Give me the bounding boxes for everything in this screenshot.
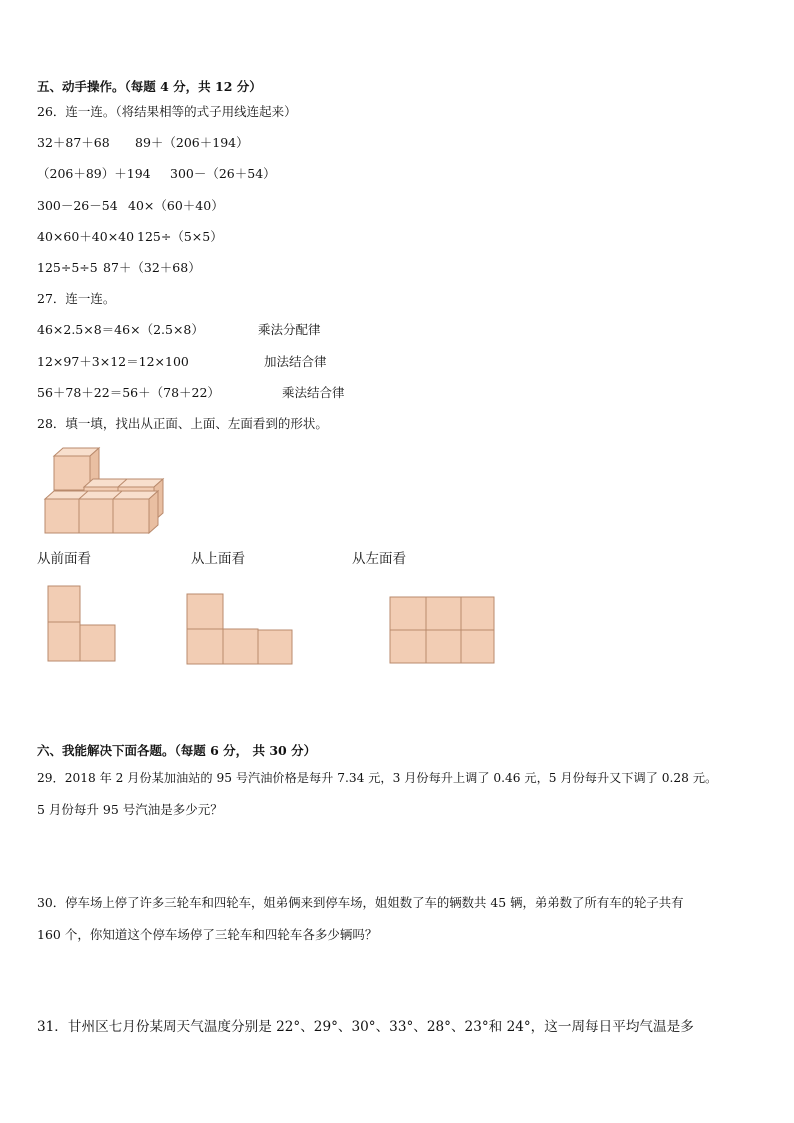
view-label-front: 从前面看	[37, 551, 91, 567]
q26-left-3: 300－26－54	[37, 198, 118, 213]
left-view-figure	[389, 596, 497, 666]
q27-right-3: 乘法结合律	[282, 385, 345, 400]
cube-front-row	[45, 491, 158, 533]
front-view-figure	[47, 585, 119, 663]
q26-right-5: 87＋（32＋68）	[103, 260, 201, 275]
q27-prompt: 27．连一连。	[37, 291, 116, 306]
q26-right-4: 125÷（5×5）	[137, 229, 223, 244]
q26-prompt: 26．连一连。（将结果相等的式子用线连起来）	[37, 104, 297, 119]
q28-prompt: 28．填一填，找出从正面、上面、左面看到的形状。	[37, 416, 328, 431]
q27-left-2: 12×97＋3×12＝12×100	[37, 354, 189, 369]
cube-arrangement-figure	[40, 442, 175, 538]
q29-line1: 29．2018 年 2 月份某加油站的 95 号汽油价格是每升 7.34 元，3 月份每升上调了 0.46 元，5 月份每升又下调了 0.28 元。	[37, 771, 718, 785]
section5-heading: 五、动手操作。（每题 4 分，共 12 分）	[37, 79, 262, 94]
q27-left-3: 56＋78＋22＝56＋（78＋22）	[37, 385, 220, 400]
section6-heading: 六、我能解决下面各题。（每题 6 分， 共 30 分）	[37, 743, 317, 758]
q31-line1: 31．甘州区七月份某周天气温度分别是 22°、29°、30°、33°、28°、23°和 24°，这一周每日平均气温是多	[37, 1019, 694, 1035]
q29-line2: 5 月份每升 95 号汽油是多少元？	[37, 802, 223, 817]
q27-right-1: 乘法分配律	[258, 322, 321, 337]
q26-left-2: （206＋89）＋194	[37, 166, 151, 181]
view-label-left: 从左面看	[352, 551, 406, 567]
top-view-figure	[186, 593, 294, 666]
view-label-top: 从上面看	[191, 551, 245, 567]
q26-left-1: 32＋87＋68	[37, 135, 110, 150]
q26-right-1: 89＋（206＋194）	[135, 135, 249, 150]
q26-left-4: 40×60＋40×40	[37, 229, 135, 244]
q30-line2: 160 个，你知道这个停车场停了三轮车和四轮车各多少辆吗？	[37, 927, 378, 942]
q27-left-1: 46×2.5×8＝46×（2.5×8）	[37, 322, 204, 337]
q26-right-2: 300－（26＋54）	[170, 166, 276, 181]
q26-right-3: 40×（60＋40）	[128, 198, 224, 213]
q26-left-5: 125÷5÷5	[37, 260, 98, 275]
q30-line1: 30．停车场上停了许多三轮车和四轮车，姐弟俩来到停车场，姐姐数了车的辆数共 45 辆，弟弟数了所有车的轮子共有	[37, 895, 684, 910]
q27-right-2: 加法结合律	[264, 354, 327, 369]
